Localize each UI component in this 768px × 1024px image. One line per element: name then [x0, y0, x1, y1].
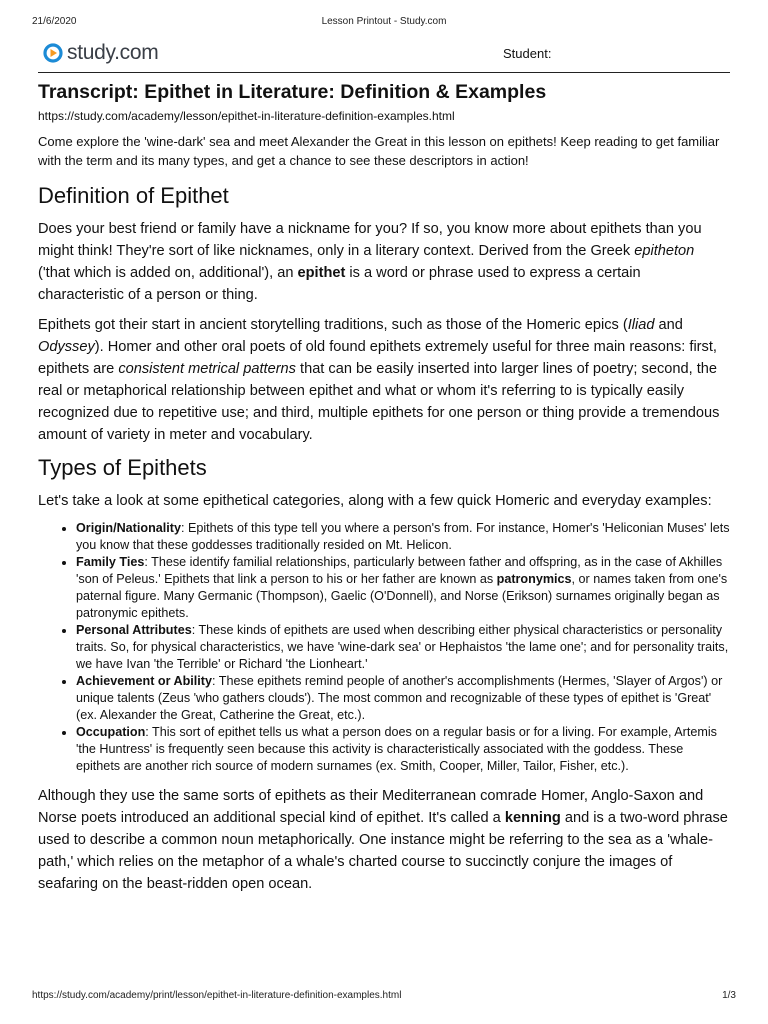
- lesson-content: [38, 76, 730, 903]
- list-item: [76, 520, 730, 554]
- italic-term: consistent metrical patterns: [118, 361, 296, 377]
- item-text: , or names taken from one's paternal figure. Many Germanic (Thompson), Gaelic (O'Donnell), and Norse (Erikson) surnames originally began as patronymic epithets.: [76, 572, 728, 620]
- footer-url[interactable]: https://study.com/academy/print/lesson/epithet-in-literature-definition-examples.html: [32, 990, 402, 1001]
- italic-term: Iliad: [627, 317, 655, 333]
- list-item: [76, 622, 730, 673]
- item-term: Achievement or Ability: [76, 674, 212, 688]
- types-intro: Let's take a look at some epithetical categories, along with a few quick Homeric and everyday examples:: [38, 493, 712, 509]
- definition-paragraph-1: [38, 218, 730, 306]
- logo-text: study.com: [67, 41, 159, 64]
- item-term: Family Ties: [76, 555, 145, 569]
- item-text: : These identify familial relationships, particularly between father and offspring, as in the case of Akhilles 'son of Peleus.' Epithets that link a person to his or her father are known as: [76, 555, 723, 586]
- text-run: Although they use the same sorts of epithets as their Mediterranean comrade Homer, Anglo-Saxon and Norse poets introduced an additional special kind of epithet. It's called a: [38, 788, 704, 826]
- lesson-url: https://study.com/academy/lesson/epithet-in-literature-definition-examples.html: [38, 109, 455, 123]
- transcript-title: Transcript: Epithet in Literature: Definition & Examples: [38, 81, 547, 103]
- italic-term: Odyssey: [38, 339, 95, 355]
- study-logo[interactable]: [42, 40, 158, 66]
- text-run: ). Homer and other oral poets of old found epithets extremely useful for three main reasons: first, epithets are: [38, 339, 717, 377]
- bold-term: kenning: [504, 810, 561, 826]
- types-list: [38, 520, 730, 775]
- italic-term: epitheton: [634, 243, 695, 259]
- text-run: that can be easily inserted into larger lines of poetry; second, the real or metaphorical relationship between epithet and what or whom it's referring to is typically easily recognized due to repetitive use; and third, multiple epithets for one person or thing provide a tremendous amount of variety in meter and vocabulary.: [38, 361, 720, 443]
- list-item: [76, 554, 730, 622]
- print-date: 21/6/2020: [32, 16, 77, 27]
- types-heading: Types of Epithets: [38, 455, 207, 480]
- print-title: Lesson Printout - Study.com: [321, 16, 447, 27]
- text-run: and is a two-word phrase used to describe a common noun metaphorically. One instance might be referring to the sea as a 'whale-path,' which relies on the metaphor of a whale's charted course to succinctly conjure the images of seafaring on the beast-ridden open ocean.: [38, 810, 728, 892]
- item-text: : These epithets remind people of another's accomplishments (Hermes, 'Slayer of Argos') or unique talents (Zeus 'who gathers clouds'). The most common and recognizable of these types of epithet is 'Great' (ex. Alexander the Great, Catherine the Great, etc.).: [76, 674, 723, 722]
- item-term: Occupation: [76, 725, 146, 739]
- item-text: : These kinds of epithets are used when describing either physical characteristics or personality traits. So, for physical characteristics, we have 'wine-dark sea' or Hephaistos 'the lame one'; and for personality traits, we have Ivan 'the Terrible' or Richard 'the Lionheart.': [76, 623, 729, 671]
- item-term: Personal Attributes: [76, 623, 192, 637]
- text-run: is a word or phrase used to express a certain characteristic of a person or thing.: [38, 265, 641, 303]
- definition-paragraph-2: [38, 314, 730, 446]
- print-footer: [32, 990, 736, 1004]
- bold-term: patronymics: [496, 572, 572, 586]
- list-item: [76, 673, 730, 724]
- study-logo-icon: [42, 42, 64, 64]
- text-run: Epithets got their start in ancient storytelling traditions, such as those of the Homeric epics (: [38, 317, 628, 333]
- page-number: 1/3: [722, 990, 736, 1001]
- item-text: : Epithets of this type tell you where a person's from. For instance, Homer's 'Heliconian Muses' lets you know that these goddesses traditionally resided on Mt. Helicon.: [76, 521, 730, 552]
- item-term: Origin/Nationality: [76, 521, 181, 535]
- text-run: ('that which is added on, additional'), an: [38, 265, 298, 281]
- kenning-paragraph: [38, 785, 730, 895]
- lesson-intro: Come explore the 'wine-dark' sea and meet Alexander the Great in this lesson on epithets! Keep reading to get familiar with the term and its many types, and get a chance to see these descriptors in action!: [38, 134, 720, 168]
- item-text: : This sort of epithet tells us what a person does on a regular basis or for a living. For example, Artemis 'the Huntress' is frequently seen because this activity is characteristically associated with the goddess. These epithets are another rich source of modern surnames (ex. Smith, Cooper, Miller, Tailor, Fisher, etc.).: [76, 725, 717, 773]
- bold-term: epithet: [297, 265, 346, 281]
- brand-row: [38, 38, 730, 73]
- student-label: Student:: [503, 46, 552, 61]
- definition-heading: Definition of Epithet: [38, 183, 229, 208]
- text-run: and: [654, 317, 683, 333]
- list-item: [76, 724, 730, 775]
- text-run: Does your best friend or family have a nickname for you? If so, you know more about epithets than you might think! They're sort of like nicknames, only in a literary context. Derived from the Greek: [38, 221, 702, 259]
- print-header: [32, 16, 736, 30]
